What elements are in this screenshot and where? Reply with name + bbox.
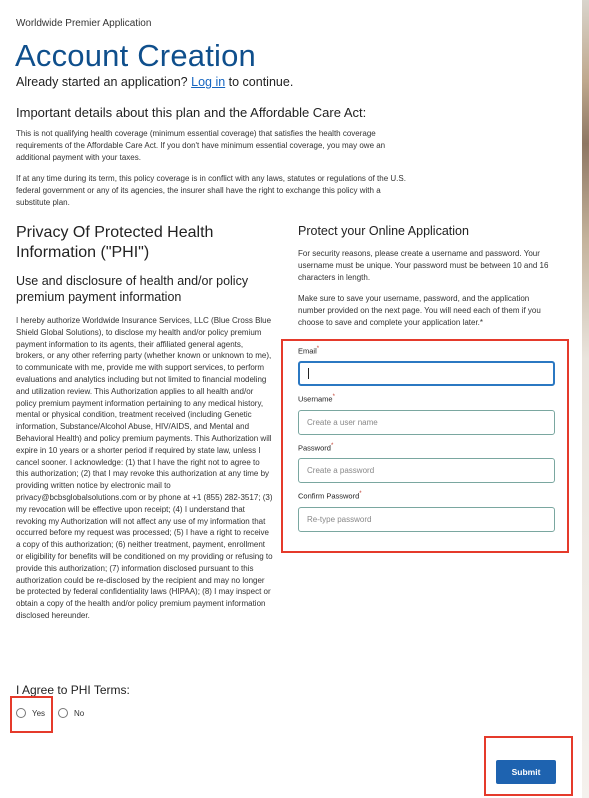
protect-paragraph-2: Make sure to save your username, password, and the application number provided on the next page. You will need each of them if you choose to save and complete your application later.* bbox=[298, 294, 541, 327]
highlight-form-box bbox=[281, 339, 569, 553]
agree-phi-label: I Agree to PHI Terms: bbox=[16, 683, 130, 697]
confirm-password-placeholder: Re-type password bbox=[307, 515, 372, 524]
login-link[interactable]: Log in bbox=[191, 75, 226, 89]
password-placeholder: Create a password bbox=[307, 466, 375, 475]
protect-paragraph-1: For security reasons, please create a username and password. Your username must be unique. Your password must be between 10 and 16 characters in length. bbox=[298, 249, 549, 282]
aca-paragraph-1: This is not qualifying health coverage (minimum essential coverage) that satisfies the health coverage requirements of the Affordable Care Act. If you don't have minimum essential coverage, you may owe an additional payment with your taxes. bbox=[16, 129, 386, 162]
username-placeholder: Create a user name bbox=[307, 418, 378, 427]
login-prompt bbox=[16, 75, 293, 89]
privacy-subheading: Use and disclosure of health and/or policy premium payment information bbox=[16, 274, 249, 304]
page-title: Account Creation bbox=[15, 38, 256, 73]
privacy-heading: Privacy Of Protected Health Information ("PHI") bbox=[16, 224, 214, 261]
password-label: Password* bbox=[298, 443, 334, 453]
highlight-submit-box bbox=[484, 736, 573, 796]
protect-heading: Protect your Online Application bbox=[298, 224, 469, 238]
confirm-password-label: Confirm Password* bbox=[298, 491, 362, 501]
highlight-yes-box bbox=[10, 696, 53, 733]
radio-no-label: No bbox=[74, 708, 85, 718]
aca-heading: Important details about this plan and the Affordable Care Act: bbox=[16, 105, 367, 120]
submit-button[interactable]: Submit bbox=[496, 760, 556, 784]
login-prompt-before: Already started an application? bbox=[16, 75, 192, 89]
radio-no-circle[interactable] bbox=[58, 708, 68, 718]
privacy-authorization-text: I hereby authorize Worldwide Insurance Services, LLC (Blue Cross Blue Shield Global Solutions), to disclose my health and/or policy premium payment information to its agents, their affiliated general agents, brokers, or any other referring party (whether known or unknown to me), to communicate with me, provide me with support services, to perform evaluations and analytics including but not limited to financial modeling and utilization review. This Authorization applies to all health and/or policy premium payment information pertaining to any medical history, mental or physical condition, treatment received (including Genetic information, Substance/Alcohol Abuse, HIV/AIDS, and Mental and Behavioral Health) and policy premium payments. This Authorization will expire in 10 years or a shorter period if required by state law, unless I cancel sooner. I acknowledge: (1) that I have the right not to agree to this authorization; (2) that I may revoke this authorization at any time by providing written notice by electronic mail to privacy@bcbsglobalsolutions.com or by phone at +1 (855) 282-3517; (3) my revocation will be effective upon receipt; (4) I understand that revoking my Authorization will not affect any use of my information that occurred before my request was processed; (5) I have a right to receive a copy of this authorization; (6) neither treatment, payment, enrollment or eligibility for benefits will be conditioned on my providing or refusing to provide this authorization; (7) information disclosed pursuant to this authorization could be re-disclosed by the recipient and may no longer be protected by federal confidentiality laws (HIPAA); (8) I may inspect or obtain a copy of the health and/or policy premium payment information disclosed hereunder. bbox=[16, 316, 273, 620]
radio-yes-label: Yes bbox=[32, 708, 46, 718]
email-label: Email* bbox=[298, 346, 320, 356]
page-eyebrow: Worldwide Premier Application bbox=[16, 18, 152, 29]
aca-paragraph-2: If at any time during its term, this policy coverage is in conflict with any laws, statutes or regulations of the U.S. federal government or any of its agencies, the insurer shall have the right to exchange this policy with a substitute plan. bbox=[16, 174, 406, 207]
login-prompt-after: to continue. bbox=[225, 75, 294, 89]
username-label: Username* bbox=[298, 394, 335, 404]
radio-no[interactable] bbox=[58, 706, 84, 720]
background-image-edge bbox=[582, 0, 589, 798]
